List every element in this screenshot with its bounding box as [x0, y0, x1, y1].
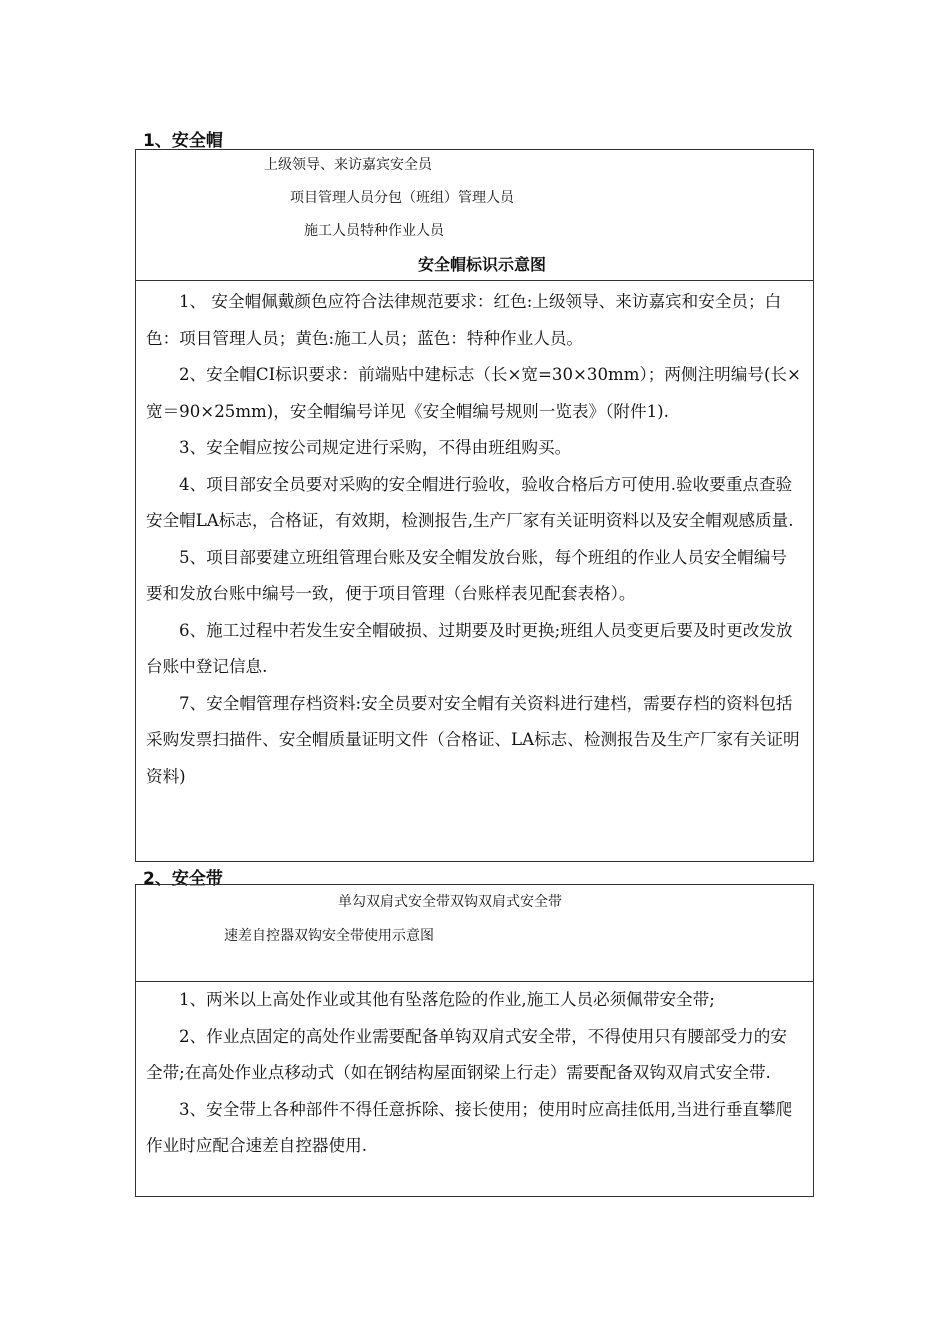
harness-table [135, 884, 814, 1197]
harness-rule-1: 1、两米以上高处作业或其他有坠落危险的作业,施工人员必须佩带安全带; [179, 990, 715, 1009]
harness-caption-1: 单勾双肩式安全带双钩双肩式安全带 [338, 894, 562, 910]
helmet-table [135, 149, 814, 862]
helmet-rules [136, 281, 813, 795]
helmet-rule-2: 2、安全帽CI标识要求：前端贴中建标志（长×宽=30×30mm）；两侧注明编号(长×宽＝90×25mm)，安全帽编号详见《安全帽编号规则一览表》（附件1). [146, 365, 801, 421]
helmet-caption-1: 上级领导、来访嘉宾安全员 [264, 157, 432, 173]
harness-rule-2: 2、作业点固定的高处作业需要配备单钩双肩式安全带，不得使用只有腰部受力的安全带;在高处作业点移动式（如在钢结构屋面钢梁上行走）需要配备双钩双肩式安全带. [146, 1026, 787, 1082]
helmet-rule-7: 7、安全帽管理存档资料:安全员要对安全帽有关资料进行建档，需要存档的资料包括采购发票扫描件、安全帽质量证明文件（合格证、LA标志、检测报告及生产厂家有关证明资料) [146, 693, 800, 786]
helmet-rule-6: 6、施工过程中若发生安全帽破损、过期要及时更换;班组人员变更后要及时更改发放台账中登记信息. [146, 620, 793, 676]
section-heading-helmet: 1、安全帽 [143, 131, 223, 151]
harness-caption-2: 速差自控器双钩安全带使用示意图 [224, 928, 434, 944]
helmet-rule-4: 4、项目部安全员要对采购的安全帽进行验收，验收合格后方可使用.验收要重点查验安全帽LA标志，合格证，有效期，检测报告,生产厂家有关证明资料以及安全帽观感质量. [146, 474, 794, 530]
harness-rule-3: 3、安全带上各种部件不得任意拆除、接长使用；使用时应高挂低用,当进行垂直攀爬作业时应配合速差自控器使用. [146, 1099, 793, 1155]
helmet-caption-2: 项目管理人员分包（班组）管理人员 [290, 190, 514, 206]
harness-rules [136, 982, 813, 1165]
harness-figure-cell [136, 885, 813, 982]
helmet-rule-5: 5、项目部要建立班组管理台账及安全帽发放台账，每个班组的作业人员安全帽编号要和发放台账中编号一致，便于项目管理（台账样表见配套表格）。 [146, 547, 787, 603]
helmet-figure-title: 安全帽标识示意图 [418, 255, 547, 274]
helmet-rule-1: 1、 安全帽佩戴颜色应符合法律规范要求：红色:上级领导、来访嘉宾和安全员；白色：项目管理人员；黄色:施工人员；蓝色：特种作业人员。 [146, 292, 782, 348]
section-heading-harness: 2、安全带 [143, 869, 223, 889]
helmet-rule-3: 3、安全帽应按公司规定进行采购，不得由班组购买。 [179, 438, 572, 457]
helmet-figure-cell [136, 150, 813, 281]
helmet-caption-3: 施工人员特种作业人员 [304, 223, 444, 239]
